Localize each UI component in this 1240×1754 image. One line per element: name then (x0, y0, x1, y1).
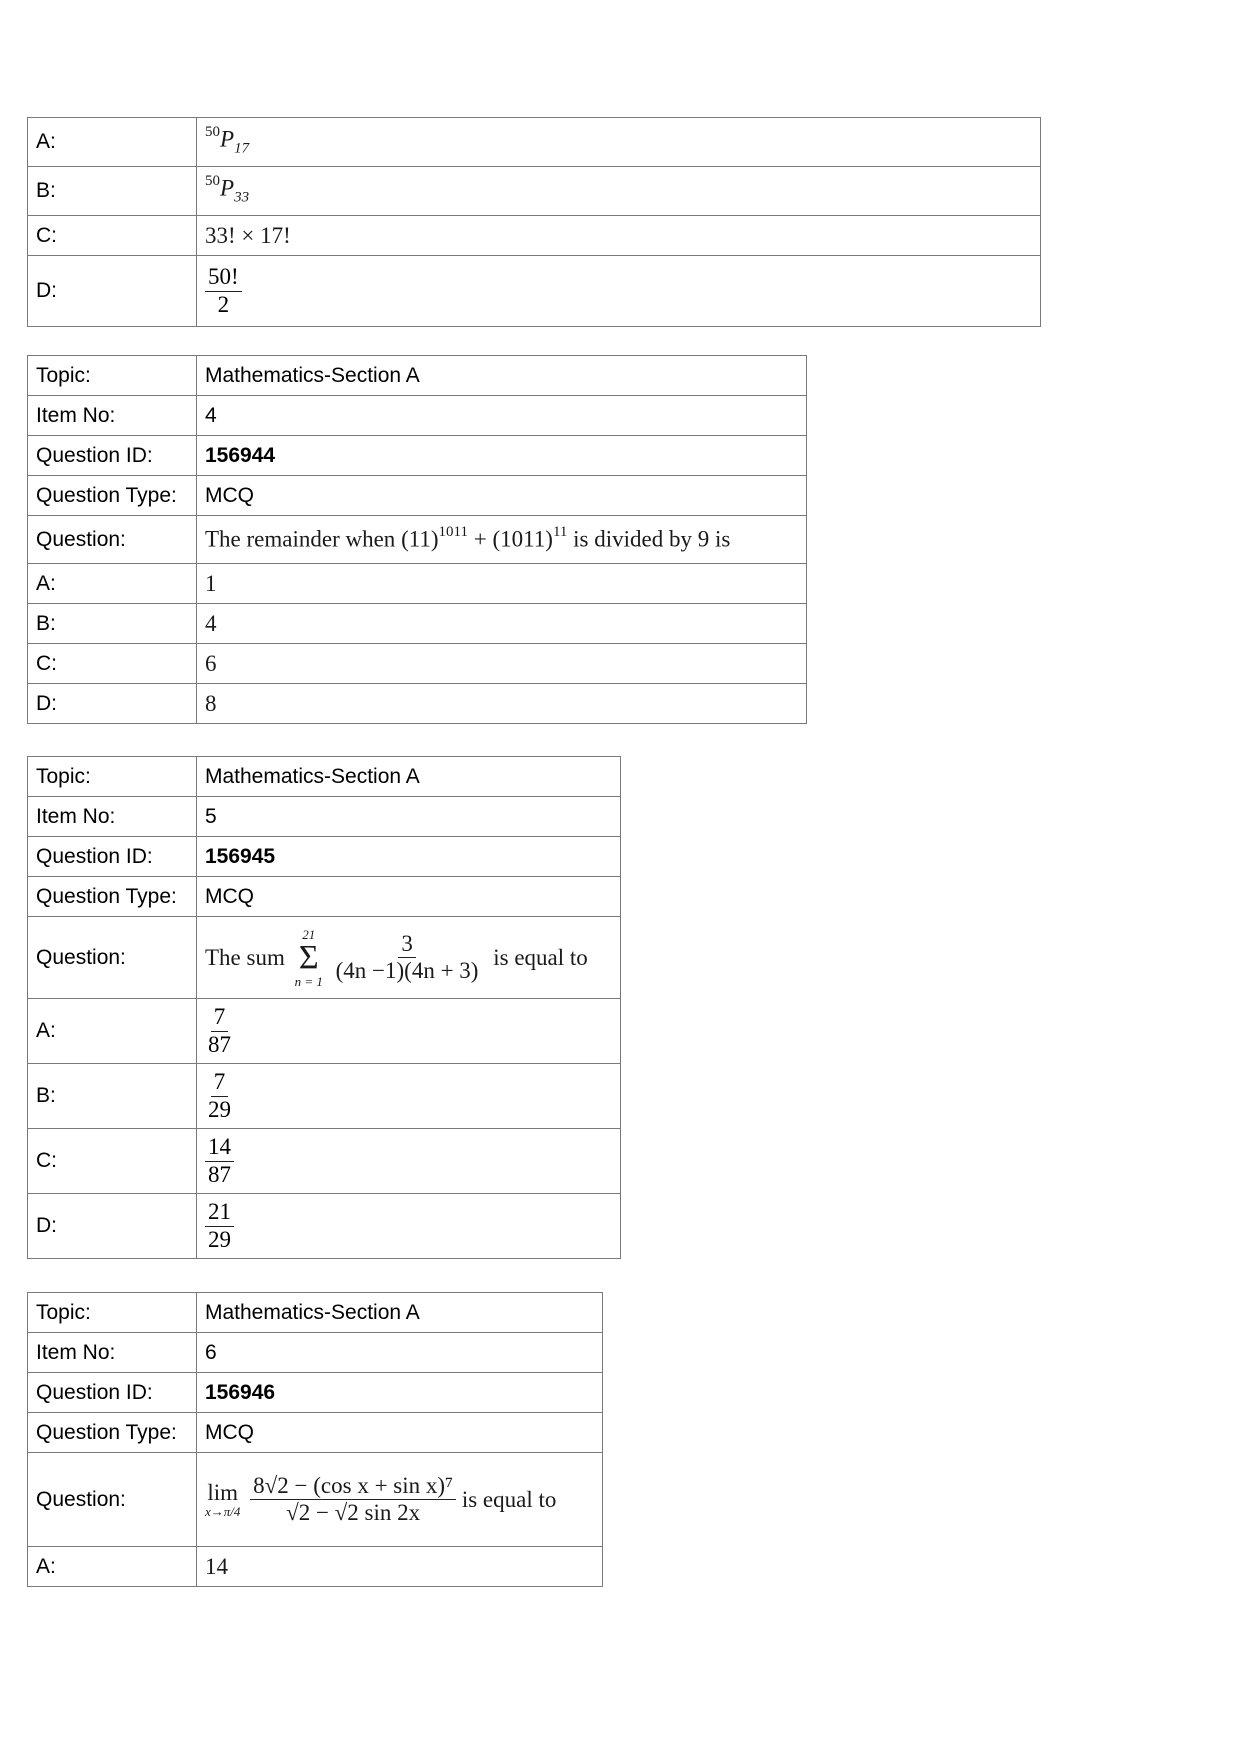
fraction-numerator: 8√2 − (cos x + sin x)⁷ (250, 1473, 456, 1500)
question-type-label: Question Type: (28, 877, 197, 917)
permutation-symbol: P (220, 176, 235, 202)
option-row-d (28, 1194, 621, 1259)
option-value: 4 (197, 604, 807, 644)
limit-word: lim (207, 1479, 239, 1505)
question-id-value: 156945 (197, 837, 621, 877)
option-label: D: (28, 1194, 197, 1259)
question-type-row (28, 476, 807, 516)
option-label: A: (28, 564, 197, 604)
question-type-value: MCQ (197, 877, 621, 917)
question-label: Question: (28, 1453, 197, 1547)
fraction-numerator: 14 (205, 1134, 234, 1161)
option-value: 14 (197, 1547, 603, 1587)
option-value: 33! × 17! (197, 216, 1041, 256)
topic-row (28, 356, 807, 396)
fraction (205, 1004, 234, 1058)
topic-value: Mathematics-Section A (197, 757, 621, 797)
permutation-n: 50 (205, 124, 220, 141)
question-type-label: Question Type: (28, 1413, 197, 1453)
base-2: (1011) (492, 526, 553, 552)
question-table-4 (27, 355, 807, 724)
question-text-post: is equal to (493, 944, 588, 970)
topic-label: Topic: (28, 1293, 197, 1333)
fraction-numerator: 3 (398, 931, 416, 958)
topic-row (28, 1293, 603, 1333)
item-value: 6 (197, 1333, 603, 1373)
question-id-label: Question ID: (28, 436, 197, 476)
item-value: 5 (197, 797, 621, 837)
option-value (197, 1194, 621, 1259)
option-row-b (28, 1064, 621, 1129)
fraction-denominator: 2 (217, 291, 230, 317)
fraction-denominator: 87 (208, 1031, 231, 1057)
option-value (197, 1129, 621, 1194)
topic-value: Mathematics-Section A (197, 356, 807, 396)
option-row-b (28, 167, 1041, 216)
option-value (197, 1064, 621, 1129)
fraction-denominator: 87 (208, 1161, 231, 1187)
limit-operator (205, 1480, 240, 1520)
topic-label: Topic: (28, 757, 197, 797)
summation (295, 928, 323, 988)
permutation-n: 50 (205, 173, 220, 190)
question-label: Question: (28, 516, 197, 564)
fraction-denominator: 29 (208, 1226, 231, 1252)
topic-row (28, 757, 621, 797)
question-text (197, 917, 621, 999)
option-value (197, 256, 1041, 327)
exponent-1: 1011 (438, 524, 468, 541)
fraction-numerator: 7 (211, 1069, 229, 1096)
base-1: (11) (401, 526, 439, 552)
summation-upper-limit: 21 (302, 926, 316, 942)
topic-value: Mathematics-Section A (197, 1293, 603, 1333)
option-label: D: (28, 684, 197, 724)
option-row-c (28, 1129, 621, 1194)
option-row-a (28, 564, 807, 604)
question-id-row (28, 436, 807, 476)
option-label: B: (28, 167, 197, 216)
question-id-row (28, 1373, 603, 1413)
fraction-denominator: √2 − √2 sin 2x (286, 1500, 421, 1525)
question-text-post: is equal to (461, 1486, 557, 1512)
option-row-b (28, 604, 807, 644)
summation-lower-limit: n = 1 (294, 973, 323, 989)
option-label: B: (28, 1064, 197, 1129)
option-label: C: (28, 1129, 197, 1194)
option-row-a (28, 1547, 603, 1587)
option-row-c (28, 644, 807, 684)
fraction-numerator: 21 (205, 1199, 234, 1226)
question-type-value: MCQ (197, 1413, 603, 1453)
option-row-d (28, 256, 1041, 327)
option-value (197, 167, 1041, 216)
question-type-row (28, 877, 621, 917)
question-row (28, 1453, 603, 1547)
question-id-row (28, 837, 621, 877)
fraction (205, 264, 242, 318)
item-row (28, 1333, 603, 1373)
option-value (197, 999, 621, 1064)
permutation-symbol: P (220, 127, 235, 153)
item-label: Item No: (28, 396, 197, 436)
option-row-c (28, 216, 1041, 256)
sigma-symbol: Σ (298, 938, 319, 976)
limit-fraction (250, 1473, 456, 1527)
option-value: 8 (197, 684, 807, 724)
question-row (28, 516, 807, 564)
fraction-numerator: 50! (205, 264, 242, 291)
question-id-value: 156946 (197, 1373, 603, 1413)
option-value: 1 (197, 564, 807, 604)
option-label: A: (28, 118, 197, 167)
question-type-value: MCQ (197, 476, 807, 516)
option-label: D: (28, 256, 197, 327)
question-type-row (28, 1413, 603, 1453)
option-row-a (28, 999, 621, 1064)
exponent-2: 11 (552, 524, 568, 541)
question-row (28, 917, 621, 999)
item-label: Item No: (28, 1333, 197, 1373)
option-row-d (28, 684, 807, 724)
question-text-post: is divided by 9 is (567, 526, 731, 552)
option-row-a (28, 118, 1041, 167)
plus-sign: + (467, 526, 493, 552)
question-text (197, 1453, 603, 1547)
options-table-q3 (27, 117, 1041, 327)
question-table-5 (27, 756, 621, 1259)
item-label: Item No: (28, 797, 197, 837)
fraction-denominator: 29 (208, 1096, 231, 1122)
summand-fraction (333, 931, 482, 985)
question-text-pre: The sum (205, 944, 285, 970)
option-label: A: (28, 999, 197, 1064)
item-row (28, 396, 807, 436)
question-type-label: Question Type: (28, 476, 197, 516)
question-id-value: 156944 (197, 436, 807, 476)
question-label: Question: (28, 917, 197, 999)
permutation-r: 33 (234, 189, 250, 206)
question-table-6 (27, 1292, 603, 1587)
option-label: A: (28, 1547, 197, 1587)
question-text (197, 516, 807, 564)
option-value (197, 118, 1041, 167)
option-value: 6 (197, 644, 807, 684)
question-id-label: Question ID: (28, 837, 197, 877)
question-id-label: Question ID: (28, 1373, 197, 1413)
topic-label: Topic: (28, 356, 197, 396)
item-value: 4 (197, 396, 807, 436)
question-text-pre: The remainder when (205, 526, 402, 552)
permutation-r: 17 (234, 140, 250, 157)
fraction (205, 1069, 234, 1123)
limit-subscript: x→π/4 (205, 1504, 241, 1519)
fraction (205, 1199, 234, 1253)
item-row (28, 797, 621, 837)
fraction-denominator: (4n −1)(4n + 3) (335, 958, 479, 983)
fraction-numerator: 7 (211, 1004, 229, 1031)
fraction (205, 1134, 234, 1188)
option-label: B: (28, 604, 197, 644)
option-label: C: (28, 644, 197, 684)
option-label: C: (28, 216, 197, 256)
